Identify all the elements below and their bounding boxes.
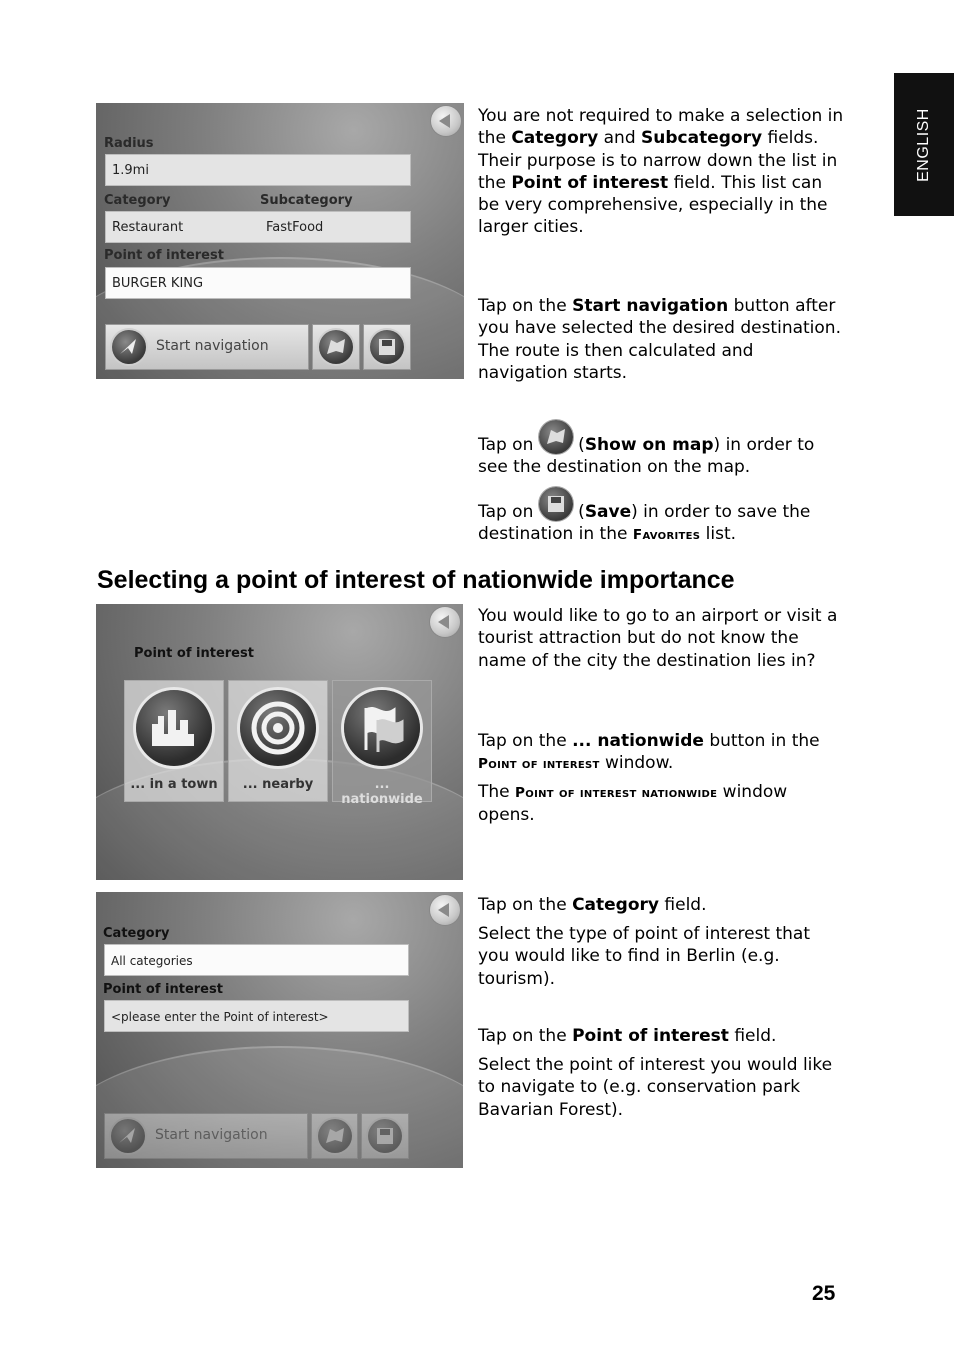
paragraph-select-type: Select the type of point of interest that you would like to find in Berlin (e.g. tourism). bbox=[478, 924, 811, 989]
back-arrow-icon[interactable] bbox=[430, 607, 460, 637]
back-arrow-icon[interactable] bbox=[431, 106, 461, 136]
poi-field[interactable]: BURGER KING bbox=[105, 267, 411, 299]
section-heading: Selecting a point of interest of nationwide importance bbox=[97, 566, 735, 594]
page-number: 25 bbox=[812, 1282, 836, 1305]
poi-label: Point of interest bbox=[104, 248, 224, 263]
map-icon bbox=[318, 1119, 352, 1153]
map-icon bbox=[539, 420, 573, 454]
nearby-button[interactable]: ... nearby bbox=[228, 680, 328, 802]
paragraph-tap-nationwide: Tap on the ... nationwide button in the Point of interest window. bbox=[478, 731, 820, 774]
paragraph-tap-poi: Tap on the Point of interest field. bbox=[478, 1026, 777, 1046]
poi-window-title: Point of interest bbox=[134, 646, 254, 661]
paragraph-show-on-map: Tap on (Show on map) in order to see the destination on the map. bbox=[478, 434, 844, 479]
map-icon bbox=[319, 330, 353, 364]
nationwide-button[interactable]: ... nationwide bbox=[332, 680, 432, 802]
start-navigation-button[interactable]: Start navigation bbox=[105, 324, 309, 370]
show-on-map-button[interactable] bbox=[311, 1113, 358, 1159]
language-tab bbox=[894, 73, 954, 216]
paragraph-start-navigation: Tap on the Start navigation button after you have selected the desired destination. The route is then calculated and navigation starts. bbox=[478, 296, 841, 383]
screenshot-poi-search bbox=[96, 103, 464, 379]
paragraph-select-poi: Select the point of interest you would like to navigate to (e.g. conservation park Bavarian Forest). bbox=[478, 1055, 833, 1120]
save-button[interactable] bbox=[361, 1113, 409, 1159]
back-arrow-icon[interactable] bbox=[430, 895, 460, 925]
save-disk-icon bbox=[370, 330, 404, 364]
paragraph-window-opens: The Point of interest nationwide window opens. bbox=[478, 782, 788, 826]
category-field[interactable]: All categories bbox=[104, 944, 409, 976]
navigation-arrow-icon bbox=[111, 1119, 145, 1153]
radius-label: Radius bbox=[104, 136, 154, 151]
target-icon bbox=[240, 690, 316, 766]
category-label: Category bbox=[104, 193, 171, 208]
paragraph-tap-category: Tap on the Category field. bbox=[478, 895, 707, 915]
in-a-town-button[interactable]: ... in a town bbox=[124, 680, 224, 802]
poi-field[interactable]: <please enter the Point of interest> bbox=[104, 1000, 409, 1032]
poi-label: Point of interest bbox=[103, 982, 223, 997]
navigation-arrow-icon bbox=[112, 330, 146, 364]
city-icon bbox=[136, 690, 212, 766]
subcategory-label: Subcategory bbox=[260, 193, 353, 208]
flag-icon bbox=[344, 690, 420, 766]
radius-field[interactable]: 1.9mi bbox=[105, 154, 411, 186]
save-disk-icon bbox=[368, 1119, 402, 1153]
screenshot-poi-nationwide bbox=[96, 892, 463, 1168]
save-disk-icon bbox=[539, 487, 573, 521]
paragraph-optional-fields: You are not required to make a selection in the Category and Subcategory fields. Their purpose is to narrow down the list in the Point of interest field. This list can be very comprehensive, especially in the larger cities. bbox=[478, 106, 844, 238]
category-label: Category bbox=[103, 926, 170, 941]
start-navigation-button[interactable]: Start navigation bbox=[104, 1113, 308, 1159]
screenshot-poi-menu bbox=[96, 604, 463, 880]
category-field[interactable]: Restaurant FastFood bbox=[105, 211, 411, 243]
language-tab-label: ENGLISH bbox=[915, 107, 932, 182]
paragraph-save: Tap on (Save) in order to save the destination in the Favorites list. bbox=[478, 501, 844, 547]
paragraph-airport: You would like to go to an airport or visit a tourist attraction but do not know the name of the city the destination lies in? bbox=[478, 606, 838, 671]
save-button[interactable] bbox=[363, 324, 411, 370]
show-on-map-button[interactable] bbox=[312, 324, 360, 370]
subcategory-field[interactable]: FastFood bbox=[266, 220, 324, 235]
